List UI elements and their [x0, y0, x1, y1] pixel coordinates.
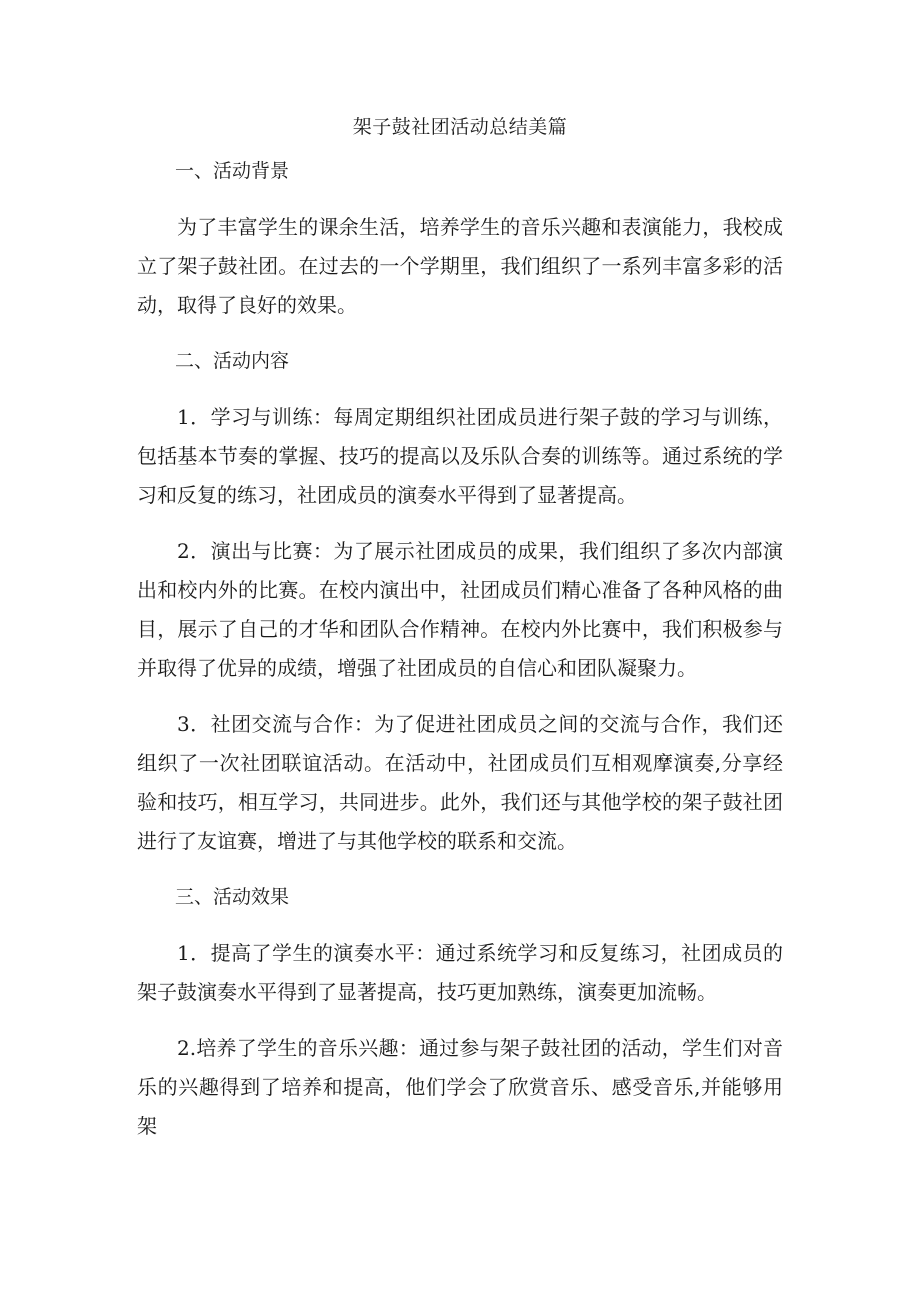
content-item-training: 1．学习与训练：每周定期组织社团成员进行架子鼓的学习与训练，包括基本节奏的掌握、技巧的提高以及乐队合奏的训练等。通过系统的学习和反复的练习，社团成员的演奏水平得到了显著提高。	[137, 405, 783, 507]
document-title: 架子鼓社团活动总结美篇	[352, 116, 568, 138]
section-heading-content: 二、活动内容	[175, 350, 290, 372]
effects-item-skill: 1．提高了学生的演奏水平：通过系统学习和反复练习，社团成员的架子鼓演奏水平得到了显著提高，技巧更加熟练，演奏更加流畅。	[137, 941, 783, 1004]
content-item-performance: 2．演出与比赛：为了展示社团成员的成果，我们组织了多次内部演出和校内外的比赛。在校内演出中，社团成员们精心准备了各种风格的曲目，展示了自己的才华和团队合作精神。在校内外比赛中，我们积极参与并取得了优异的成绩，增强了社团成员的自信心和团队凝聚力。	[137, 539, 783, 680]
content-item-exchange: 3．社团交流与合作：为了促进社团成员之间的交流与合作，我们还组织了一次社团联谊活动。在活动中，社团成员们互相观摩演奏,分享经验和技巧，相互学习，共同进步。此外，我们还与其他学校的架子鼓社团进行了友谊赛，增进了与其他学校的联系和交流。	[137, 712, 783, 853]
background-paragraph: 为了丰富学生的课余生活，培养学生的音乐兴趣和表演能力，我校成立了架子鼓社团。在过去的一个学期里，我们组织了一系列丰富多彩的活动，取得了良好的效果。	[137, 215, 783, 317]
section-heading-background: 一、活动背景	[175, 160, 290, 182]
effects-item-interest: 2.培养了学生的音乐兴趣：通过参与架子鼓社团的活动，学生们对音乐的兴趣得到了培养和提高，他们学会了欣赏音乐、感受音乐,并能够用架	[137, 1036, 783, 1138]
section-heading-effects: 三、活动效果	[175, 886, 290, 908]
document-body	[137, 152, 783, 1146]
